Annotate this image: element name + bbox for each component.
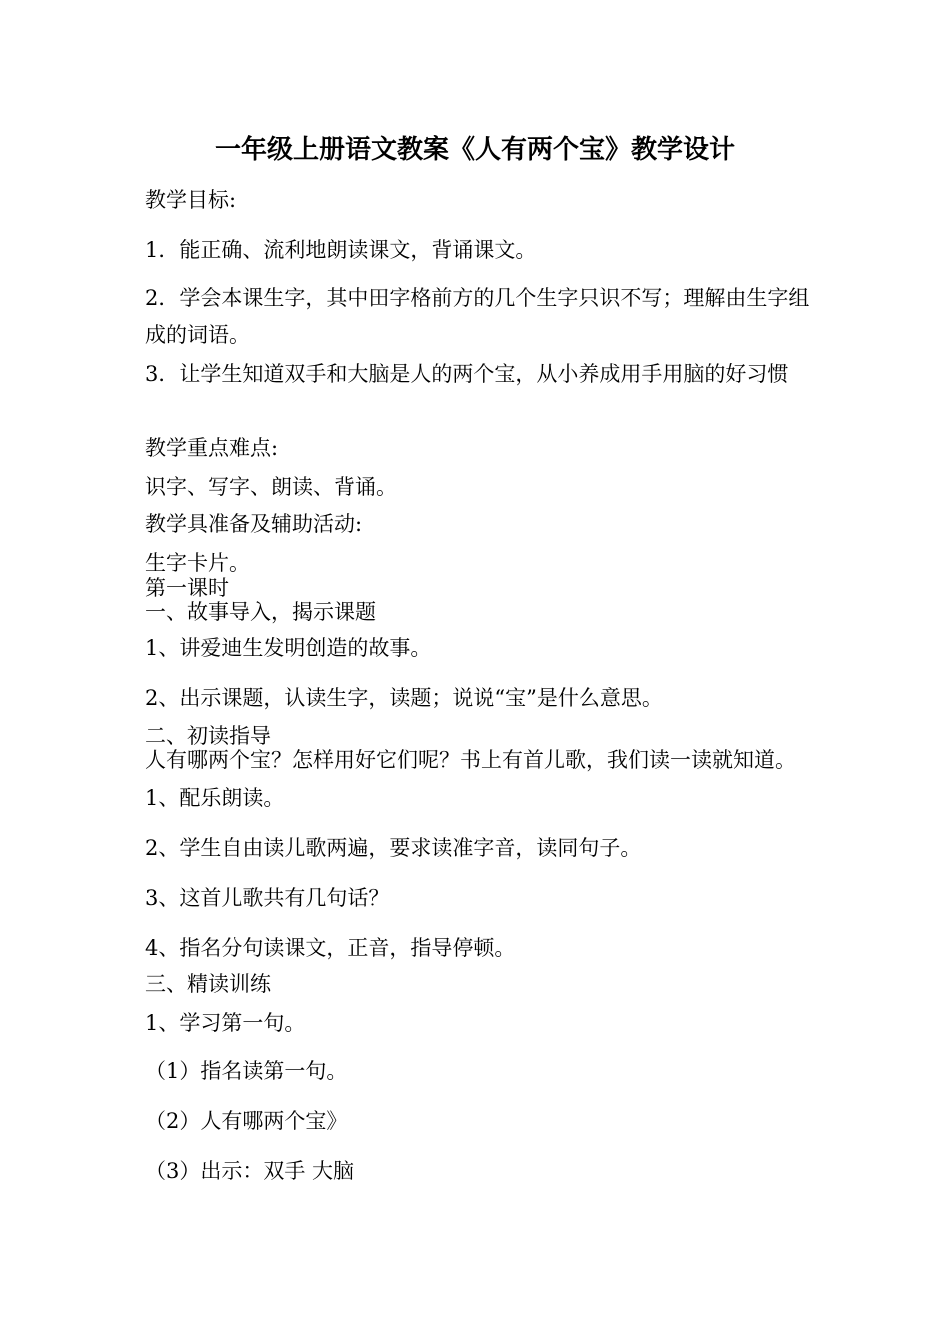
- intro-question-text: 人有哪两个宝？怎样用好它们呢？书上有首儿歌，我们读一读就知道。: [145, 748, 796, 772]
- objective-item-1: 1．能正确、流利地朗读课文，背诵课文。: [145, 238, 537, 262]
- sub-step-item: （3）出示：双手 大脑: [145, 1159, 355, 1183]
- materials-text: 生字卡片。: [145, 551, 250, 575]
- step-item: 2、学生自由读儿歌两遍，要求读准字音，读同句子。: [145, 836, 642, 860]
- lesson-heading: 第一课时: [145, 576, 229, 600]
- section-heading-key-points: 教学重点难点:: [145, 436, 279, 460]
- objective-item-3: 3．让学生知道双手和大脑是人的两个宝，从小养成用手用脑的好习惯: [145, 362, 789, 386]
- part-heading-1: 一、故事导入，揭示课题: [145, 600, 376, 624]
- step-item: 4、指名分句读课文，正音，指导停顿。: [145, 936, 516, 960]
- sub-step-item: （1）指名读第一句。: [145, 1059, 348, 1083]
- step-item: 1、配乐朗读。: [145, 786, 285, 810]
- part-heading-3: 三、精读训练: [145, 972, 271, 996]
- part-heading-2: 二、初读指导: [145, 724, 271, 748]
- objective-item-2: 2．学会本课生字，其中田字格前方的几个生字只识不写；理解由生字组成的词语。: [145, 286, 810, 347]
- step-item: 3、这首儿歌共有几句话？: [145, 886, 390, 910]
- step-item: 2、出示课题，认读生字，读题；说说“宝”是什么意思。: [145, 686, 663, 710]
- key-points-text: 识字、写字、朗读、背诵。: [145, 475, 397, 499]
- section-heading-objectives: 教学目标:: [145, 188, 237, 212]
- step-item: 1、讲爱迪生发明创造的故事。: [145, 636, 432, 660]
- document-title: 一年级上册语文教案《人有两个宝》教学设计: [214, 135, 735, 165]
- step-item: 1、学习第一句。: [145, 1011, 306, 1035]
- sub-step-item: （2）人有哪两个宝》: [145, 1109, 348, 1133]
- section-heading-materials: 教学具准备及辅助活动:: [145, 512, 363, 536]
